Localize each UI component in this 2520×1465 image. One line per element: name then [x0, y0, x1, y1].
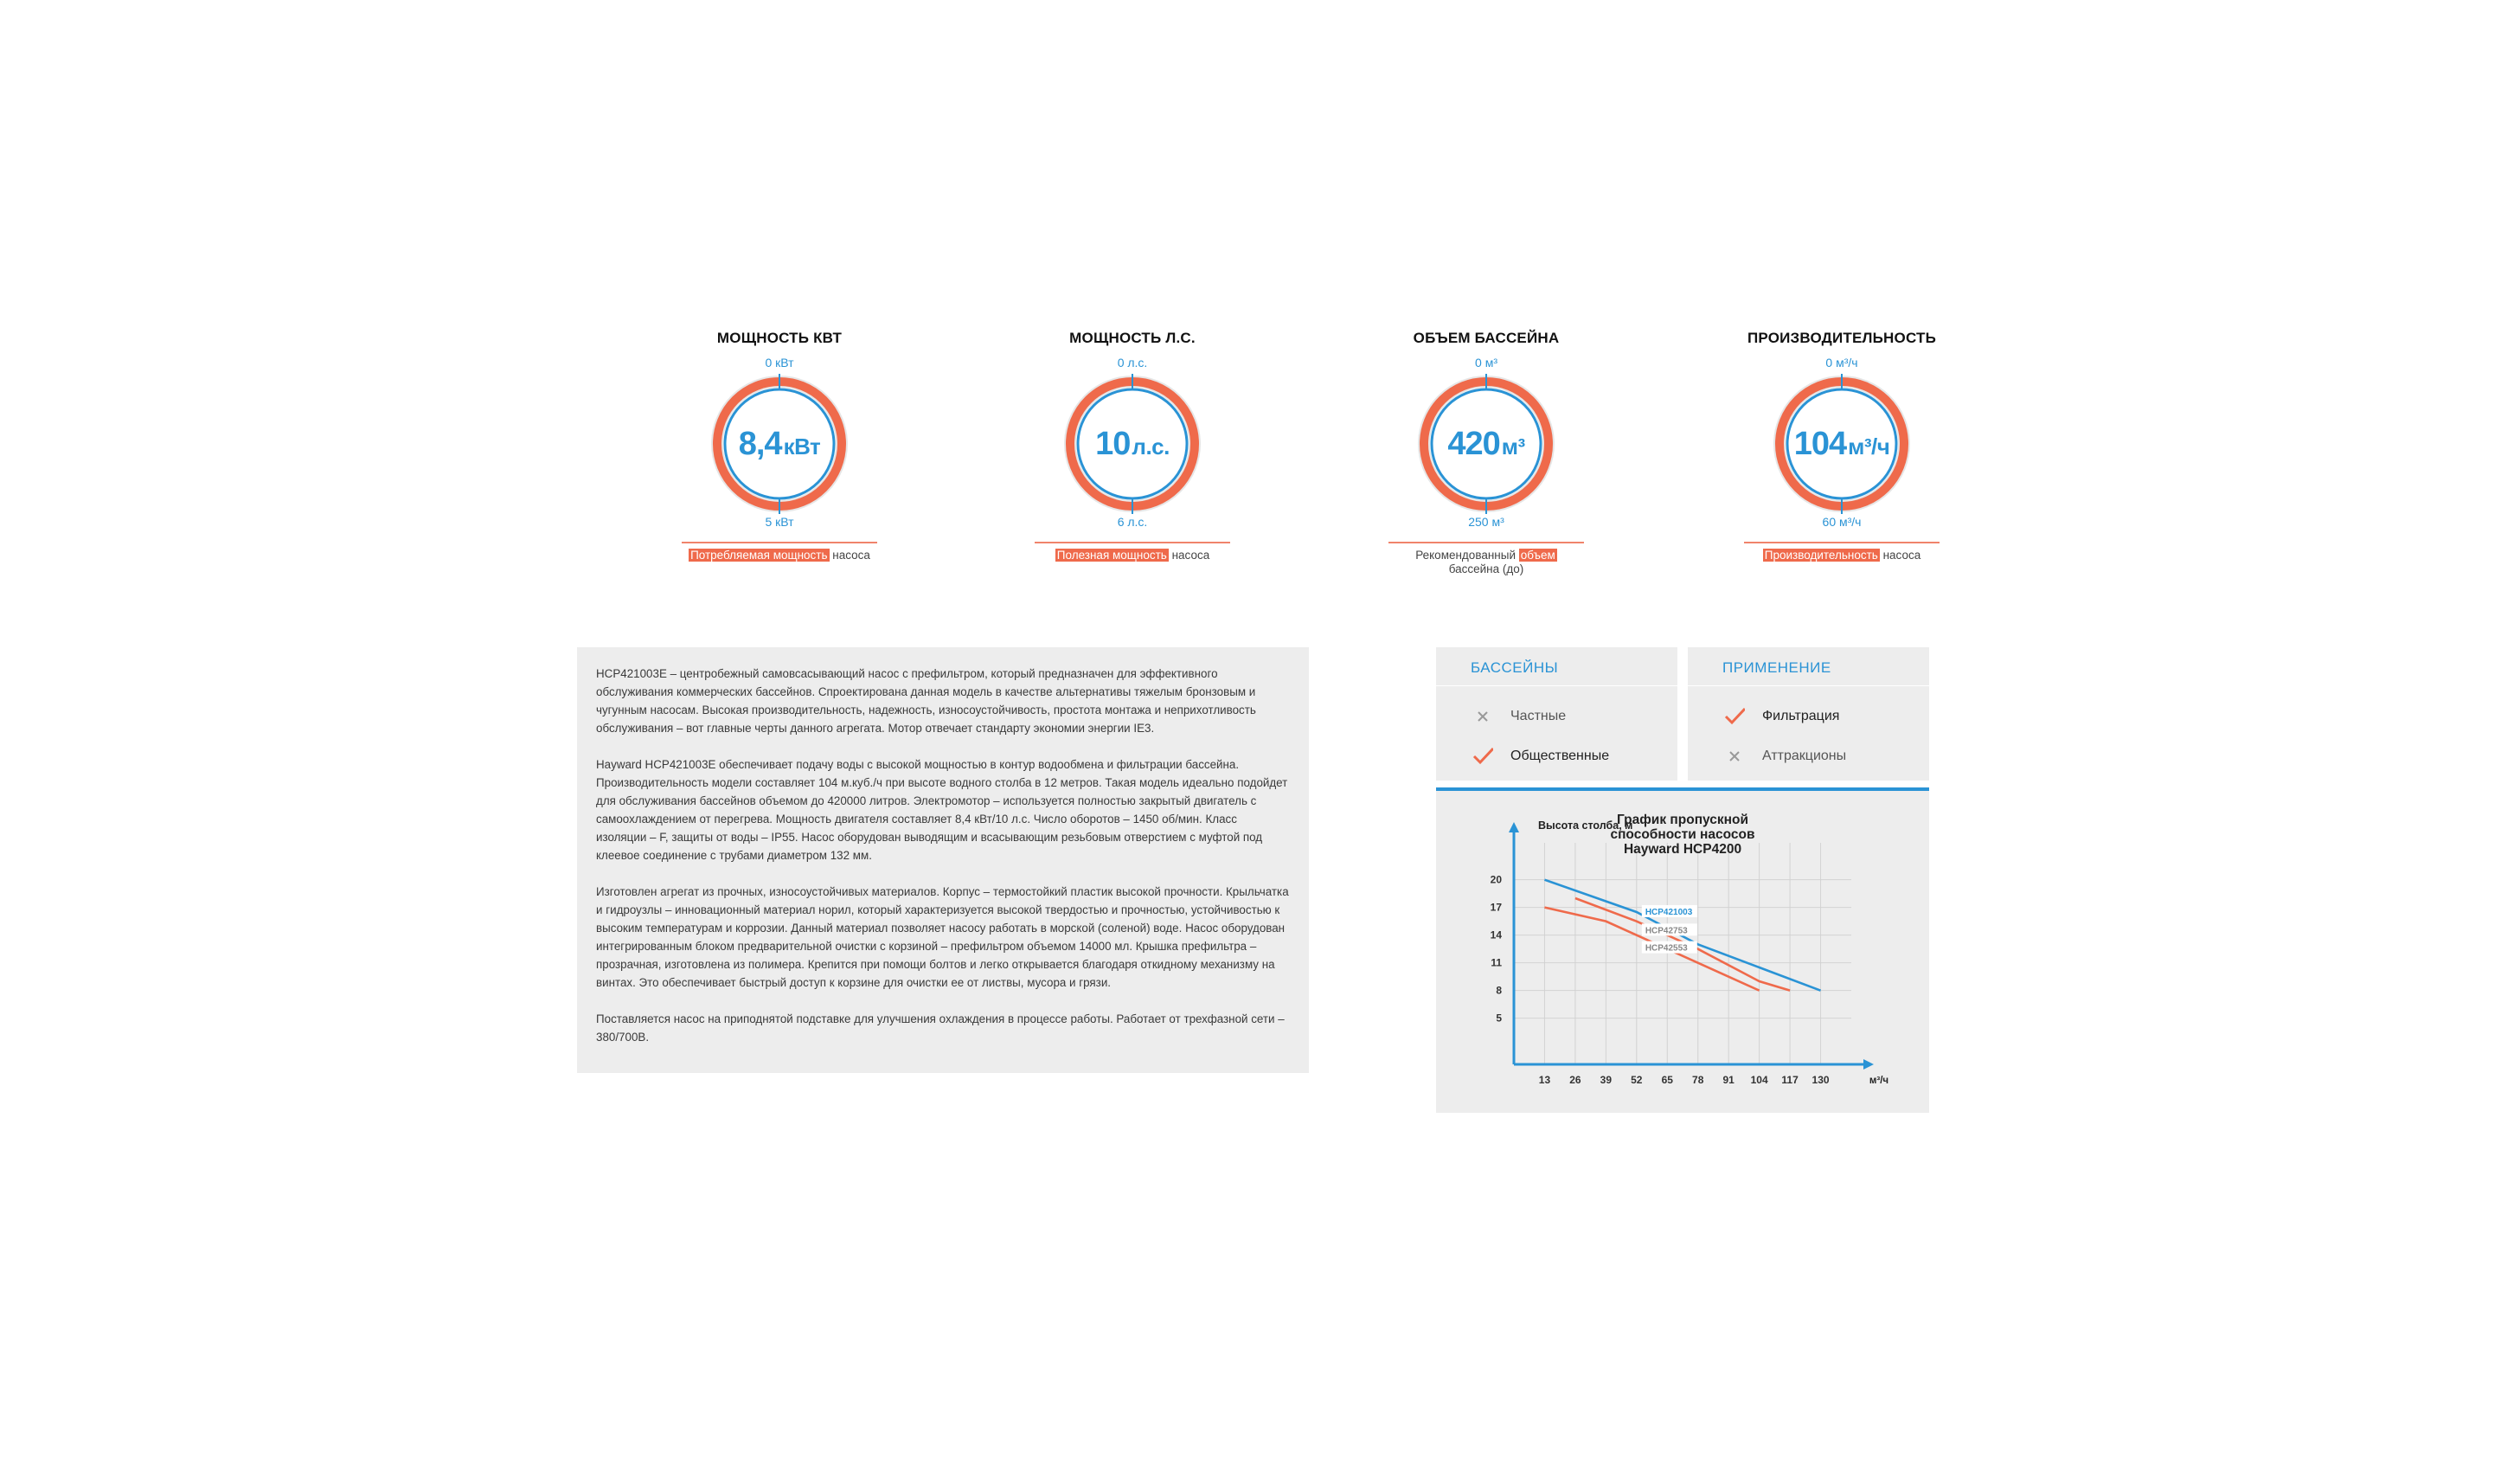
x-axis-label: м³/ч: [1869, 1076, 1889, 1086]
x-tick-label: 52: [1631, 1074, 1643, 1086]
x-tick-label: 117: [1781, 1074, 1799, 1086]
x-tick-label: 78: [1692, 1074, 1704, 1086]
application-box: [1688, 647, 1929, 781]
gauge-max: 5 кВт: [765, 515, 794, 529]
series-label: HCP42553: [1645, 943, 1688, 954]
product-description: [577, 647, 1309, 1073]
performance-chart: [1436, 787, 1929, 1113]
y-tick-label: 14: [1490, 928, 1502, 941]
description-paragraph: Поставляется насос на приподнятой подставке для улучшения охлаждения в процессе работы. Работает от трехфазной сети – 380/700В.: [596, 1012, 1285, 1044]
gauge-ring: [706, 370, 853, 517]
gauge-divider: [1035, 542, 1230, 543]
chart-title: График пропускной способности насосов Hayward HCP4200: [1610, 813, 1755, 857]
gauge-max: 60 м³/ч: [1822, 515, 1862, 529]
gauge-divider: [1744, 542, 1940, 543]
gauge-caption: Потребляемая мощность насоса: [690, 549, 870, 562]
pools-title: БАССЕЙНЫ: [1436, 647, 1677, 686]
application-label: Аттракционы: [1762, 749, 1847, 763]
gauge-ring: [1059, 370, 1206, 517]
application-label: Фильтрация: [1762, 709, 1840, 723]
gauge-title: ОБЪЕМ БАССЕЙНА: [1413, 330, 1560, 346]
pool-type-private: [1436, 697, 1677, 736]
gauge-title: МОЩНОСТЬ Л.С.: [1069, 330, 1196, 346]
x-tick-label: 13: [1538, 1074, 1551, 1086]
y-axis-label: Высота столба, м: [1538, 819, 1633, 832]
gauge-min: 0 м³/ч: [1825, 356, 1858, 369]
gauge-throughput: [1742, 329, 1941, 562]
cross-icon: [1724, 746, 1745, 767]
gauge-value: 10л.с.: [1095, 426, 1170, 462]
x-axis-arrow: [1863, 1059, 1874, 1070]
series-label: HCP421003: [1645, 908, 1693, 917]
description-paragraph: Hayward HCP421003E обеспечивает подачу воды с высокой мощностью в контур водообмена и фильтрации бассейна. Производительность модели составляет 104 м.куб./ч при высоте водного столба в 12 метров. Такая модель идеально подойдет для обслуживания бассейнов объемом до 420000 литров. Электромотор – используется полностью закрытый двигатель с самоохлаждением от перегрева. Мощность двигателя составляет 8,4 кВт/10 л.с. Число оборотов – 1450 об/мин. Класс изоляции – F, защиты от воды – IP55. Насос оборудован выводящим и всасывающим резьбовым отверстием с муфтой под клеевое соединение с трубами диаметром 132 мм.: [596, 758, 1288, 862]
gauge-max: 250 м³: [1468, 515, 1504, 529]
gauge-power-hp: [1033, 329, 1232, 562]
gauge-pool-volume: [1387, 329, 1586, 576]
gauge-ring: [1768, 370, 1915, 517]
y-tick-label: 20: [1490, 873, 1502, 886]
checkmark-icon: [1724, 706, 1745, 727]
gauge-divider: [682, 542, 877, 543]
gauge-min: 0 м³: [1475, 356, 1497, 369]
x-tick-label: 65: [1661, 1074, 1673, 1086]
gauge-title: МОЩНОСТЬ КВТ: [716, 330, 843, 346]
gauge-divider: [1388, 542, 1584, 543]
gauge-min: 0 кВт: [765, 356, 794, 369]
application-attractions: [1688, 736, 1929, 776]
y-tick-label: 8: [1496, 984, 1502, 997]
gauge-caption: Полезная мощность насоса: [1056, 549, 1210, 562]
description-paragraph: HCP421003E – центробежный самовсасывающий насос с префильтром, который предназначен для эффективного обслуживания коммерческих бассейнов. Спроектирована данная модель в качестве альтернативы тяжелым бронзовым и чугунным насосам. Высокая производительность, надежность, износоустойчивость, простота монтажа и неприхотливость обслуживания – вот главные черты данного агрегата. Мотор отвечает стандарту экономии энергии IE3.: [596, 667, 1256, 735]
y-tick-label: 5: [1496, 1012, 1502, 1025]
gauge-caption: Рекомендованный объем бассейна (до): [1415, 549, 1555, 575]
x-tick-label: 130: [1811, 1074, 1830, 1086]
gauge-title: ПРОИЗВОДИТЕЛЬНОСТЬ: [1747, 330, 1937, 346]
cross-icon: [1472, 706, 1493, 727]
gauge-value: 104м³/ч: [1793, 426, 1890, 462]
application-title: ПРИМЕНЕНИЕ: [1688, 647, 1929, 686]
series-label: HCP42753: [1645, 926, 1688, 936]
gauge-power-kw: [680, 329, 879, 562]
gauge-min: 0 л.с.: [1117, 356, 1148, 369]
y-tick-label: 17: [1490, 901, 1502, 914]
application-filtration: [1688, 697, 1929, 736]
gauge-ring: [1413, 370, 1560, 517]
description-paragraph: Изготовлен агрегат из прочных, износоустойчивых материалов. Корпус – термостойкий пластик высокой прочности. Крыльчатка и гидроузлы – инновационный материал норил, который характеризуется высокой твердостью и прочностью, устойчивостью к высоким температурам и коррозии. Данный материал позволяет насосу работать в морской (соленой) воде. Насос оборудован интегрированным блоком предварительной очистки с корзиной – префильтром объемом 14000 мл. Крышка префильтра – прозрачная, изготовлена из полимера. Крепится при помощи болтов и легко открывается благодаря откидному механизму на винтах. Это обеспечивает быстрый доступ к корзине для очистки ее от листвы, мусора и грязи.: [596, 885, 1289, 989]
y-tick-label: 11: [1491, 956, 1502, 969]
x-tick-label: 26: [1569, 1074, 1581, 1086]
pools-box: [1436, 647, 1677, 781]
gauge-caption: Производительность насоса: [1764, 549, 1921, 562]
x-tick-label: 91: [1722, 1074, 1735, 1086]
pool-type-label: Частные: [1510, 709, 1567, 723]
x-tick-label: 39: [1600, 1074, 1613, 1086]
checkmark-icon: [1472, 746, 1493, 767]
x-tick-label: 104: [1750, 1074, 1768, 1086]
gauge-value: 420м³: [1447, 426, 1525, 462]
gauge-value: 8,4кВт: [738, 426, 821, 462]
pool-type-label: Общественные: [1510, 749, 1610, 763]
gauge-max: 6 л.с.: [1117, 515, 1148, 529]
pool-type-public: [1436, 736, 1677, 776]
